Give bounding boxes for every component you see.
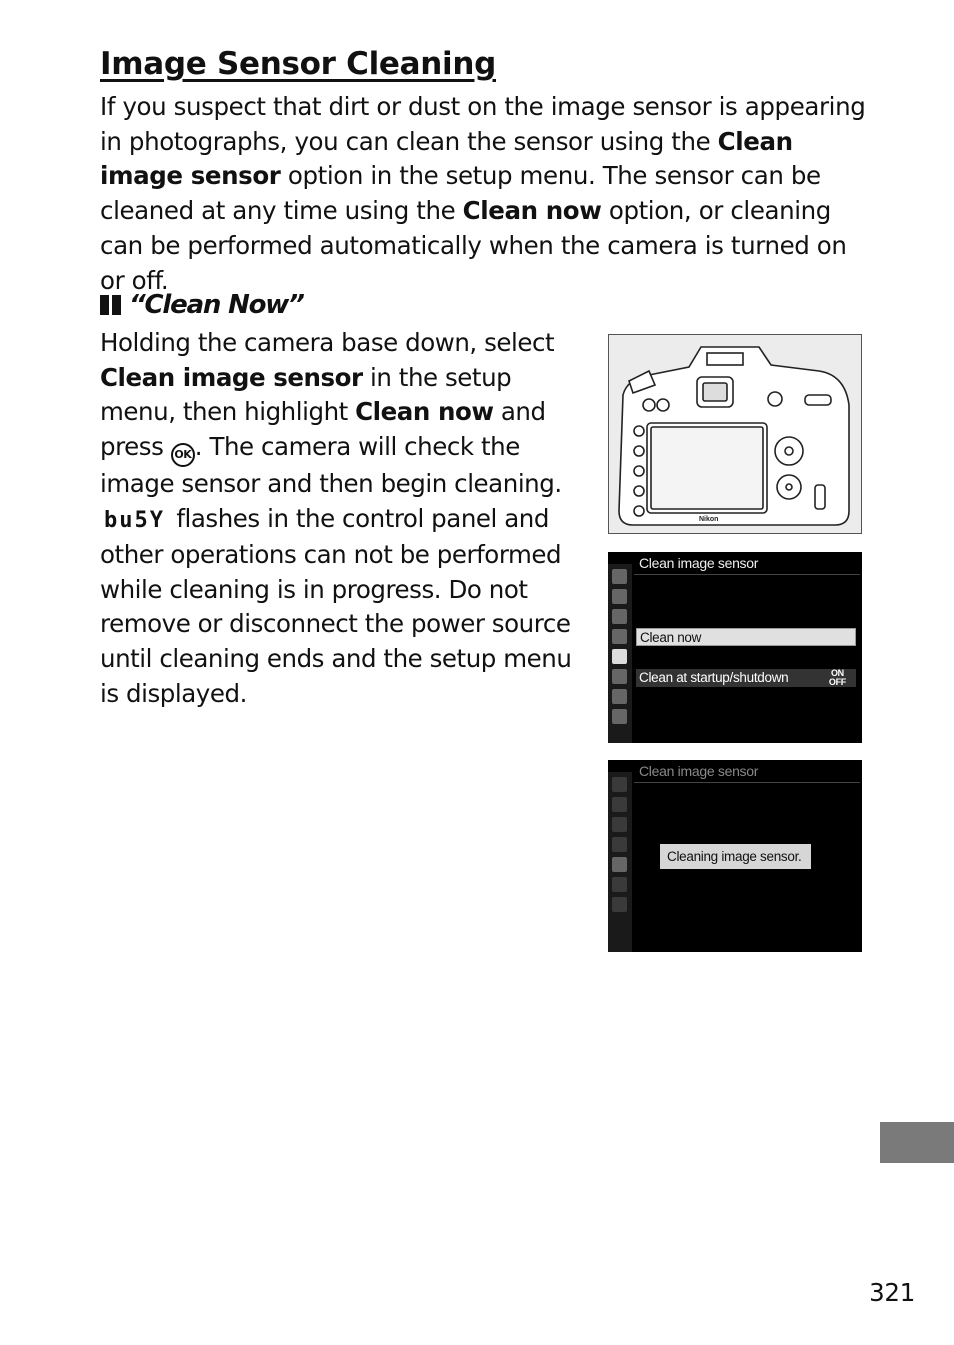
movie-shooting-tab-icon	[612, 817, 627, 832]
term-clean-now: Clean now	[462, 196, 602, 226]
busy-display-glyph: bu5Y	[104, 507, 165, 533]
chapter-tab	[880, 1122, 954, 1163]
playback-tab-icon	[612, 777, 627, 792]
section-marker-icon	[100, 295, 121, 315]
help-icon	[612, 709, 627, 724]
instructions-paragraph: Holding the camera base down, select Clean image sensor in the setup menu, then highlight Clean now and press OK . The camera will check the image sensor and then begin cleaning. bu5Y flashes in the control panel and other operations can not be performed while cleaning is in progress. Do not remove or disconnect the power source until cleaning ends and the setup menu is displayed.	[100, 328, 572, 708]
cleaning-dialog: Cleaning image sensor.	[660, 844, 811, 869]
menu-title: Clean image sensor	[639, 555, 759, 571]
page-title: Image Sensor Cleaning	[100, 46, 496, 82]
camera-icon	[609, 335, 861, 533]
on-off-icon: ON OFF	[828, 668, 846, 687]
setup-tab-icon	[612, 649, 627, 664]
menu-item-clean-at-startup: Clean at startup/shutdown ON OFF	[636, 669, 856, 687]
photo-shooting-tab-icon	[612, 797, 627, 812]
my-menu-tab-icon	[612, 689, 627, 704]
menu-item-clean-now: Clean now	[636, 628, 856, 646]
setup-tab-icon	[612, 857, 627, 872]
menu-tab-strip-dimmed	[608, 772, 632, 952]
retouch-tab-icon	[612, 877, 627, 892]
custom-settings-tab-icon	[612, 837, 627, 852]
custom-settings-tab-icon	[612, 629, 627, 644]
menu-tab-strip	[608, 564, 632, 743]
photo-shooting-tab-icon	[612, 589, 627, 604]
menu-title: Clean image sensor	[639, 763, 759, 779]
playback-tab-icon	[612, 569, 627, 584]
movie-shooting-tab-icon	[612, 609, 627, 624]
ok-button-icon: OK	[171, 443, 195, 467]
camera-back-illustration	[608, 334, 862, 534]
section-heading: “Clean Now”	[100, 290, 304, 320]
my-menu-tab-icon	[612, 897, 627, 912]
page-number: 321	[869, 1278, 915, 1307]
setup-menu-screen	[608, 552, 862, 743]
cleaning-progress-screen	[608, 760, 862, 952]
term-clean-image-sensor: Clean image sensor	[100, 126, 793, 191]
camera-brand: Nikon	[699, 516, 719, 523]
intro-paragraph: If you suspect that dirt or dust on the image sensor is appearing in photographs, you can clean the sensor using the Clean image sensor option in the setup menu. The sensor can be cleaned at any time using the Clean now option, or cleaning can be performed automatically when the camera is turned on or off.	[100, 92, 866, 295]
retouch-tab-icon	[612, 669, 627, 684]
